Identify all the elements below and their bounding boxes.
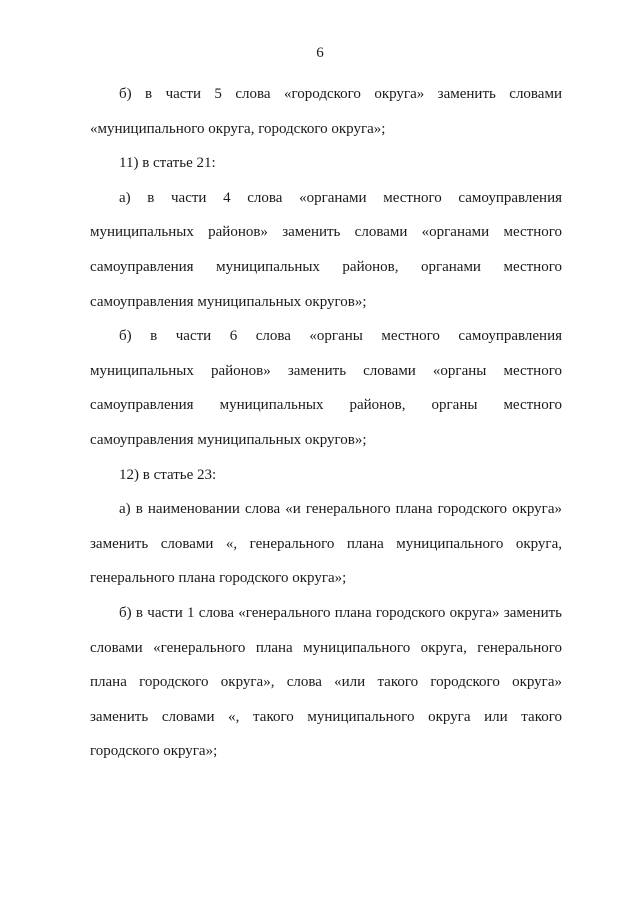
paragraph-article-21-part-4: а) в части 4 слова «органами местного самоуправления муниципальных районов» заменить словами «органами местного самоуправления муниципальных районов, органами местного самоуправления муниципальных округов»; [90,189,562,310]
paragraph-article-21-heading: 11) в статье 21: [119,155,216,172]
paragraph-amendment-part-5: б) в части 5 слова «городского округа» заменить словами «муниципального округа, городского округа»; [90,86,562,137]
paragraph-article-23-title: а) в наименовании слова «и генерального плана городского округа» заменить словами «, генерального плана муниципального округа, генерального плана городского округа»; [90,501,562,587]
paragraph-article-23-heading: 12) в статье 23: [119,466,217,483]
document-body [90,77,562,769]
page-number: 6 [316,45,324,61]
paragraph-article-23-part-1: б) в части 1 слова «генерального плана городского округа» заменить словами «генерального плана муниципального округа, генерального плана городского округа», слова «или такого городского округа» заменить словами «, такого муниципального округа или такого городского округа»; [90,604,562,760]
paragraph-article-21-part-6: б) в части 6 слова «органы местного самоуправления муниципальных районов» заменить словами «органы местного самоуправления муниципальных районов, органы местного самоуправления муниципальных округов»; [90,328,562,448]
